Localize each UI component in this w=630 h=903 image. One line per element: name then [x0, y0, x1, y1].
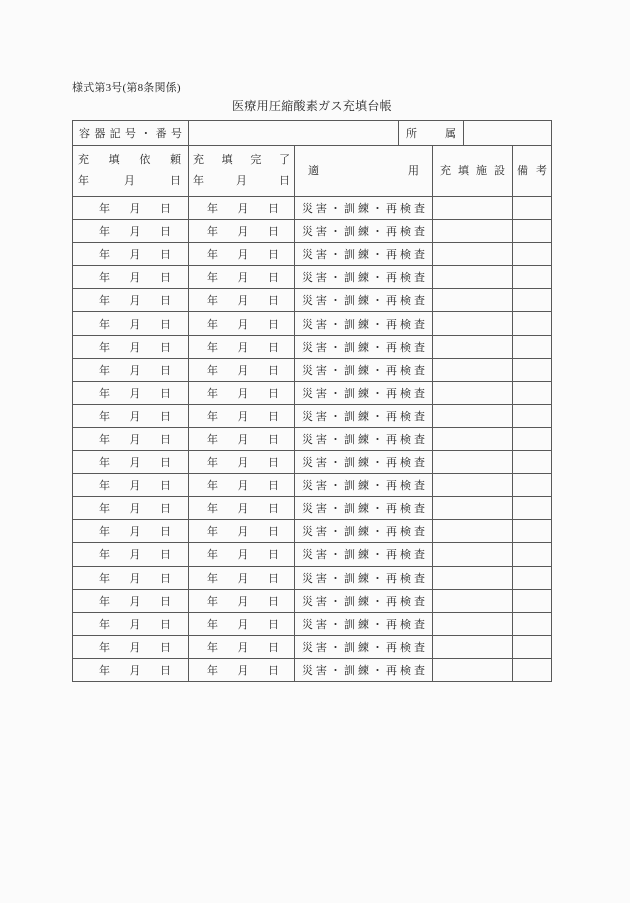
facility-cell: [432, 289, 512, 311]
request-date-cell: [73, 289, 188, 311]
request-date-text: 年 月 日: [99, 503, 171, 516]
application-text: 災 害 ・ 訓 練 ・ 再 検 査: [302, 503, 425, 516]
affiliation-value-cell: [463, 121, 551, 145]
request-date-text: 年 月 日: [99, 318, 171, 331]
request-date-cell: [73, 405, 188, 427]
application-cell: [294, 659, 432, 681]
completion-date-text: 年 月 日: [207, 526, 279, 539]
affiliation-label: 所 属: [406, 128, 456, 140]
completion-date-text: 年 月 日: [207, 433, 279, 446]
completion-date-text: 年 月 日: [207, 664, 279, 677]
request-date-cell: [73, 336, 188, 358]
request-date-cell: [73, 243, 188, 265]
facility-cell: [432, 220, 512, 242]
header-fill-request: [73, 146, 188, 196]
header-row: [73, 145, 551, 196]
remarks-cell: [512, 474, 551, 496]
table-row: [73, 219, 551, 242]
completion-date-text: 年 月 日: [207, 341, 279, 354]
request-date-text: 年 月 日: [99, 341, 171, 354]
header-fill-complete-line1: 充 填 完 了: [193, 154, 290, 166]
completion-date-text: 年 月 日: [207, 249, 279, 262]
completion-date-text: 年 月 日: [207, 226, 279, 239]
application-cell: [294, 497, 432, 519]
completion-date-cell: [188, 312, 294, 334]
completion-date-text: 年 月 日: [207, 364, 279, 377]
application-text: 災 害 ・ 訓 練 ・ 再 検 査: [302, 203, 425, 216]
table-row: [73, 542, 551, 565]
facility-cell: [432, 243, 512, 265]
application-cell: [294, 220, 432, 242]
completion-date-text: 年 月 日: [207, 641, 279, 654]
request-date-text: 年 月 日: [99, 364, 171, 377]
page-title: 医療用圧縮酸素ガス充填台帳: [232, 99, 392, 113]
request-date-cell: [73, 543, 188, 565]
table-row: [73, 196, 551, 219]
application-text: 災 害 ・ 訓 練 ・ 再 検 査: [302, 618, 425, 631]
request-date-cell: [73, 266, 188, 288]
remarks-cell: [512, 336, 551, 358]
application-text: 災 害 ・ 訓 練 ・ 再 検 査: [302, 341, 425, 354]
header-fill-facility: [432, 146, 512, 196]
request-date-cell: [73, 520, 188, 542]
table-row: [73, 242, 551, 265]
form-number-label: 様式第3号(第8条関係): [72, 82, 181, 94]
application-text: 災 害 ・ 訓 練 ・ 再 検 査: [302, 526, 425, 539]
completion-date-cell: [188, 243, 294, 265]
completion-date-text: 年 月 日: [207, 318, 279, 331]
request-date-cell: [73, 636, 188, 658]
completion-date-cell: [188, 497, 294, 519]
request-date-text: 年 月 日: [99, 664, 171, 677]
completion-date-text: 年 月 日: [207, 480, 279, 493]
request-date-cell: [73, 590, 188, 612]
facility-cell: [432, 312, 512, 334]
completion-date-cell: [188, 590, 294, 612]
completion-date-cell: [188, 659, 294, 681]
table-row: [73, 381, 551, 404]
application-text: 災 害 ・ 訓 練 ・ 再 検 査: [302, 318, 425, 331]
application-cell: [294, 405, 432, 427]
request-date-text: 年 月 日: [99, 410, 171, 423]
application-text: 災 害 ・ 訓 練 ・ 再 検 査: [302, 387, 425, 400]
application-cell: [294, 266, 432, 288]
affiliation-label-cell: [398, 121, 463, 145]
header-fill-facility-label: 充 填 施 設: [440, 164, 505, 177]
application-cell: [294, 520, 432, 542]
remarks-cell: [512, 405, 551, 427]
facility-cell: [432, 428, 512, 450]
completion-date-text: 年 月 日: [207, 203, 279, 216]
remarks-cell: [512, 590, 551, 612]
table-row: [73, 450, 551, 473]
completion-date-text: 年 月 日: [207, 549, 279, 562]
request-date-text: 年 月 日: [99, 549, 171, 562]
completion-date-cell: [188, 359, 294, 381]
container-id-label-cell: [73, 121, 188, 145]
completion-date-text: 年 月 日: [207, 503, 279, 516]
request-date-text: 年 月 日: [99, 480, 171, 493]
table-row: [73, 635, 551, 658]
application-cell: [294, 590, 432, 612]
application-cell: [294, 312, 432, 334]
request-date-text: 年 月 日: [99, 526, 171, 539]
container-id-row: [73, 121, 551, 145]
request-date-text: 年 月 日: [99, 595, 171, 608]
application-text: 災 害 ・ 訓 練 ・ 再 検 査: [302, 226, 425, 239]
completion-date-text: 年 月 日: [207, 387, 279, 400]
header-fill-complete: [188, 146, 294, 196]
remarks-cell: [512, 289, 551, 311]
remarks-cell: [512, 266, 551, 288]
completion-date-cell: [188, 474, 294, 496]
request-date-text: 年 月 日: [99, 457, 171, 470]
header-application-label: 適 用: [308, 164, 419, 177]
request-date-text: 年 月 日: [99, 387, 171, 400]
completion-date-cell: [188, 543, 294, 565]
table-row: [73, 519, 551, 542]
application-cell: [294, 636, 432, 658]
facility-cell: [432, 266, 512, 288]
application-cell: [294, 197, 432, 219]
application-cell: [294, 359, 432, 381]
remarks-cell: [512, 520, 551, 542]
request-date-text: 年 月 日: [99, 641, 171, 654]
request-date-cell: [73, 428, 188, 450]
header-fill-request-line1: 充 填 依 頼: [78, 154, 181, 166]
request-date-cell: [73, 659, 188, 681]
request-date-cell: [73, 451, 188, 473]
application-text: 災 害 ・ 訓 練 ・ 再 検 査: [302, 572, 425, 585]
table-row: [73, 658, 551, 681]
application-cell: [294, 451, 432, 473]
request-date-text: 年 月 日: [99, 249, 171, 262]
completion-date-cell: [188, 266, 294, 288]
completion-date-cell: [188, 613, 294, 635]
remarks-cell: [512, 359, 551, 381]
facility-cell: [432, 405, 512, 427]
remarks-cell: [512, 197, 551, 219]
request-date-cell: [73, 197, 188, 219]
application-text: 災 害 ・ 訓 練 ・ 再 検 査: [302, 364, 425, 377]
application-cell: [294, 428, 432, 450]
table-row: [73, 335, 551, 358]
completion-date-text: 年 月 日: [207, 618, 279, 631]
facility-cell: [432, 659, 512, 681]
application-cell: [294, 613, 432, 635]
remarks-cell: [512, 312, 551, 334]
remarks-cell: [512, 497, 551, 519]
container-id-label: 容 器 記 号 ・ 番 号: [79, 128, 182, 140]
completion-date-cell: [188, 382, 294, 404]
completion-date-cell: [188, 336, 294, 358]
completion-date-cell: [188, 220, 294, 242]
application-cell: [294, 243, 432, 265]
request-date-cell: [73, 220, 188, 242]
request-date-cell: [73, 382, 188, 404]
table-row: [73, 358, 551, 381]
request-date-cell: [73, 567, 188, 589]
remarks-cell: [512, 243, 551, 265]
completion-date-cell: [188, 428, 294, 450]
remarks-cell: [512, 636, 551, 658]
request-date-text: 年 月 日: [99, 203, 171, 216]
container-id-value-cell: [188, 121, 398, 145]
application-text: 災 害 ・ 訓 練 ・ 再 検 査: [302, 549, 425, 562]
request-date-text: 年 月 日: [99, 618, 171, 631]
request-date-text: 年 月 日: [99, 272, 171, 285]
header-application: [294, 146, 432, 196]
table-row: [73, 496, 551, 519]
request-date-text: 年 月 日: [99, 572, 171, 585]
remarks-cell: [512, 220, 551, 242]
table-row: [73, 427, 551, 450]
facility-cell: [432, 336, 512, 358]
application-cell: [294, 543, 432, 565]
application-text: 災 害 ・ 訓 練 ・ 再 検 査: [302, 457, 425, 470]
header-fill-complete-line2: 年 月 日: [193, 175, 290, 187]
completion-date-text: 年 月 日: [207, 410, 279, 423]
request-date-cell: [73, 474, 188, 496]
header-remarks-label: 備 考: [517, 164, 547, 177]
request-date-cell: [73, 613, 188, 635]
completion-date-cell: [188, 405, 294, 427]
table-row: [73, 288, 551, 311]
facility-cell: [432, 636, 512, 658]
facility-cell: [432, 497, 512, 519]
application-cell: [294, 336, 432, 358]
application-cell: [294, 289, 432, 311]
remarks-cell: [512, 543, 551, 565]
completion-date-text: 年 月 日: [207, 295, 279, 308]
completion-date-cell: [188, 567, 294, 589]
application-text: 災 害 ・ 訓 練 ・ 再 検 査: [302, 664, 425, 677]
application-text: 災 害 ・ 訓 練 ・ 再 検 査: [302, 480, 425, 493]
header-fill-request-line2: 年 月 日: [78, 175, 181, 187]
table-row: [73, 589, 551, 612]
table-row: [73, 265, 551, 288]
remarks-cell: [512, 567, 551, 589]
facility-cell: [432, 567, 512, 589]
completion-date-text: 年 月 日: [207, 457, 279, 470]
application-text: 災 害 ・ 訓 練 ・ 再 検 査: [302, 433, 425, 446]
table-row: [73, 566, 551, 589]
remarks-cell: [512, 659, 551, 681]
application-text: 災 害 ・ 訓 練 ・ 再 検 査: [302, 272, 425, 285]
table-row: [73, 612, 551, 635]
remarks-cell: [512, 382, 551, 404]
remarks-cell: [512, 451, 551, 473]
request-date-text: 年 月 日: [99, 295, 171, 308]
application-cell: [294, 382, 432, 404]
facility-cell: [432, 543, 512, 565]
facility-cell: [432, 451, 512, 473]
facility-cell: [432, 197, 512, 219]
request-date-cell: [73, 312, 188, 334]
remarks-cell: [512, 428, 551, 450]
request-date-text: 年 月 日: [99, 433, 171, 446]
completion-date-cell: [188, 289, 294, 311]
completion-date-cell: [188, 197, 294, 219]
application-cell: [294, 567, 432, 589]
table-row: [73, 404, 551, 427]
completion-date-cell: [188, 520, 294, 542]
application-text: 災 害 ・ 訓 練 ・ 再 検 査: [302, 410, 425, 423]
remarks-cell: [512, 613, 551, 635]
completion-date-text: 年 月 日: [207, 272, 279, 285]
table-row: [73, 311, 551, 334]
application-text: 災 害 ・ 訓 練 ・ 再 検 査: [302, 295, 425, 308]
application-text: 災 害 ・ 訓 練 ・ 再 検 査: [302, 595, 425, 608]
completion-date-cell: [188, 451, 294, 473]
facility-cell: [432, 359, 512, 381]
ledger-table: [72, 120, 552, 682]
header-remarks: [512, 146, 551, 196]
facility-cell: [432, 590, 512, 612]
completion-date-cell: [188, 636, 294, 658]
facility-cell: [432, 382, 512, 404]
facility-cell: [432, 474, 512, 496]
completion-date-text: 年 月 日: [207, 572, 279, 585]
facility-cell: [432, 520, 512, 542]
request-date-cell: [73, 359, 188, 381]
facility-cell: [432, 613, 512, 635]
completion-date-text: 年 月 日: [207, 595, 279, 608]
request-date-text: 年 月 日: [99, 226, 171, 239]
request-date-cell: [73, 497, 188, 519]
application-text: 災 害 ・ 訓 練 ・ 再 検 査: [302, 641, 425, 654]
application-text: 災 害 ・ 訓 練 ・ 再 検 査: [302, 249, 425, 262]
application-cell: [294, 474, 432, 496]
table-row: [73, 473, 551, 496]
